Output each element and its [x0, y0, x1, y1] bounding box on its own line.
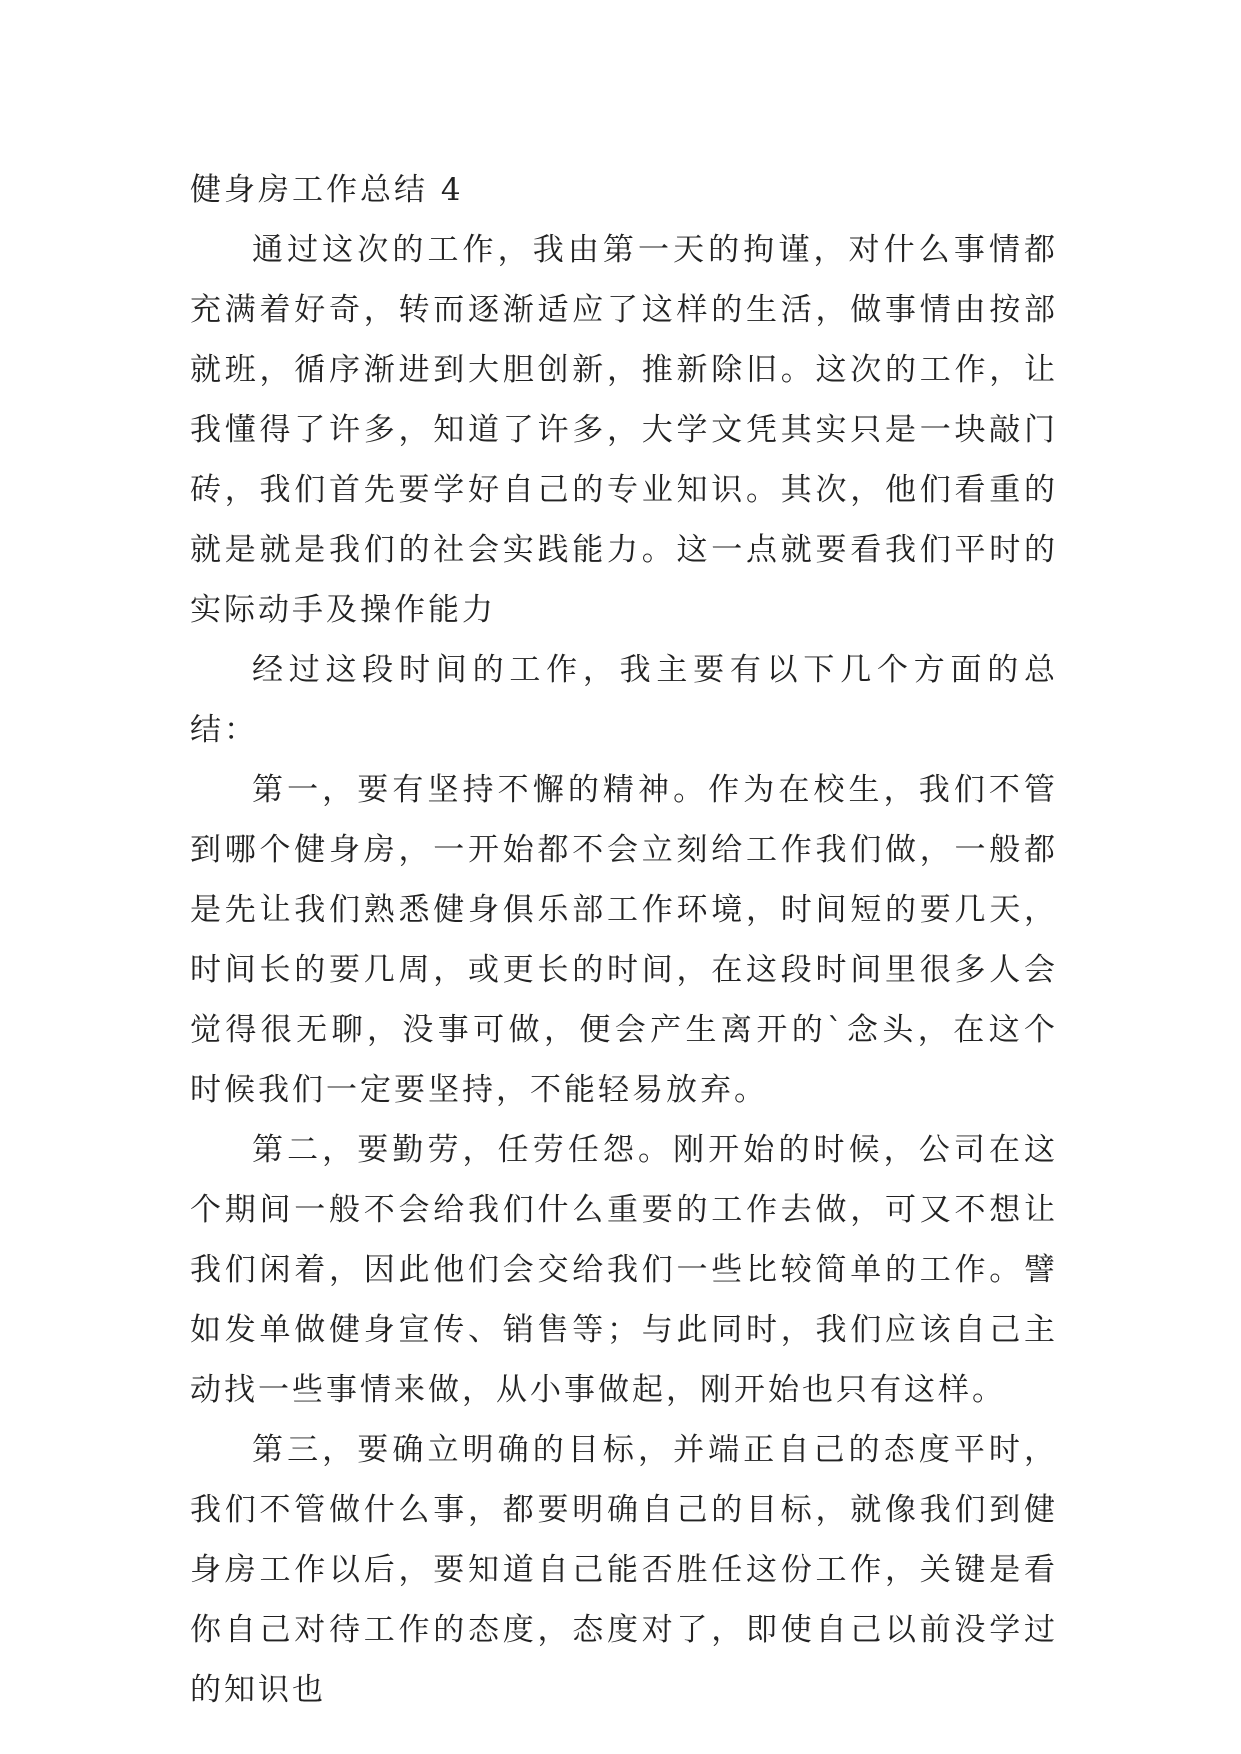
- document-body: [190, 160, 1058, 1720]
- document-title: 健身房工作总结 4: [190, 172, 464, 208]
- paragraph-point-one: 第一，要有坚持不懈的精神。作为在校生，我们不管到哪个健身房，一开始都不会立刻给工作我们做，一般都是先让我们熟悉健身俱乐部工作环境，时间短的要几天，时间长的要几周，或更长的时间，在这段时间里很多人会觉得很无聊，没事可做，便会产生离开的`念头，在这个时候我们一定要坚持，不能轻易放弃。: [190, 772, 1058, 1108]
- paragraph-point-two: 第二，要勤劳，任劳任怨。刚开始的时候，公司在这个期间一般不会给我们什么重要的工作去做，可又不想让我们闲着，因此他们会交给我们一些比较简单的工作。譬如发单做健身宣传、销售等；与此同时，我们应该自己主动找一些事情来做，从小事做起，刚开始也只有这样。: [190, 1132, 1058, 1408]
- paragraph-point-three: 第三，要确立明确的目标，并端正自己的态度平时，我们不管做什么事，都要明确自己的目标，就像我们到健身房工作以后，要知道自己能否胜任这份工作，关键是看你自己对待工作的态度，态度对了，即使自己以前没学过的知识也: [190, 1432, 1058, 1708]
- paragraph-intro: 通过这次的工作，我由第一天的拘谨，对什么事情都充满着好奇，转而逐渐适应了这样的生活，做事情由按部就班，循序渐进到大胆创新，推新除旧。这次的工作，让我懂得了许多，知道了许多，大学文凭其实只是一块敲门砖，我们首先要学好自己的专业知识。其次，他们看重的就是就是我们的社会实践能力。这一点就要看我们平时的实际动手及操作能力: [190, 232, 1058, 628]
- paragraph-summary-lead: 经过这段时间的工作，我主要有以下几个方面的总结：: [190, 652, 1058, 748]
